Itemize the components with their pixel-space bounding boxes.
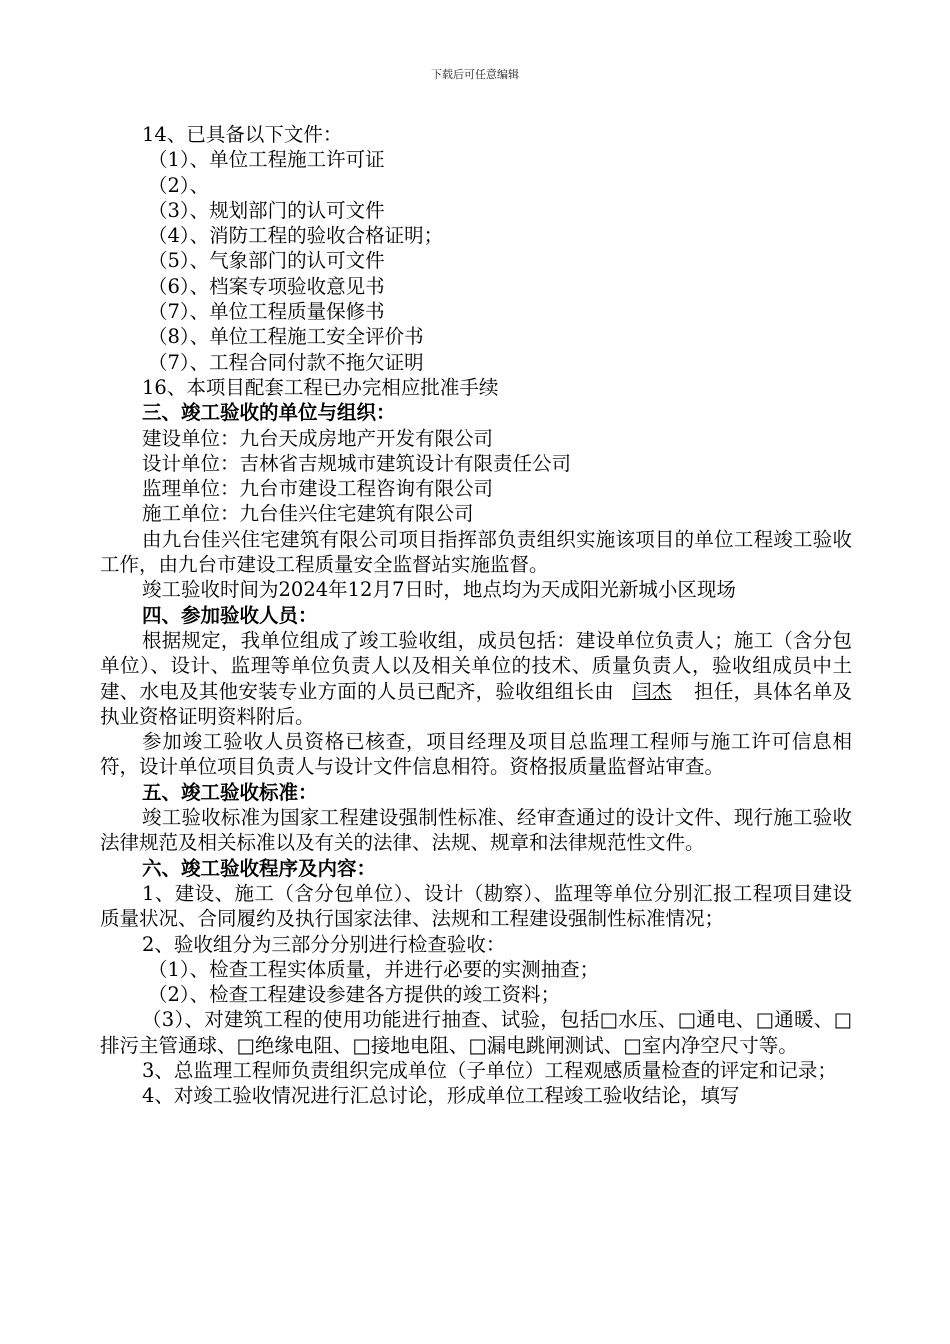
personnel-text-before: 根据规定，我单位组成了竣工验收组，成员包括：建设单位负责人；施工（含分包单位）、设计、监理等单位负责人以及相关单位的技术、质量负责人，验收组成员中土建、水电及其他安装专业方面的人员已配齐，验收组组长由 <box>100 628 852 703</box>
qualification-paragraph: 参加竣工验收人员资格已核查，项目经理及项目总监理工程师与施工许可信息相符，设计单位项目负责人与设计文件信息相符。资格报质量监督站审查。 <box>100 730 852 779</box>
section-heading-procedure: 六、竣工验收程序及内容： <box>142 856 377 880</box>
document-body <box>100 122 852 1109</box>
procedure-step-1: 1、建设、施工（含分包单位）、设计（勘察）、监理等单位分别汇报工程项目建设质量状况、合同履约及执行国家法律、法规和工程建设强制性标准情况； <box>100 881 852 931</box>
page-header-note: 下载后可任意编辑 <box>431 68 519 81</box>
procedure-step-4: 4、对竣工验收情况进行汇总讨论，形成单位工程竣工验收结论，填写 <box>142 1084 740 1108</box>
procedure-step-3: 3、总监理工程师负责组织完成单位（子单位）工程观感质量检查的评定和记录； <box>142 1058 837 1082</box>
approval-statement: 16、本项目配套工程已办完相应批准手续 <box>142 375 499 399</box>
section-heading-standard: 五、竣工验收标准： <box>142 780 318 804</box>
doc-item: （7）、单位工程质量保修书 <box>148 300 385 324</box>
unit-line: 监理单位：九台市建设工程咨询有限公司 <box>142 477 494 501</box>
acceptance-time: 竣工验收时间为2024年12月7日时，地点均为天成阳光新城小区现场 <box>142 578 736 602</box>
doc-item: （1）、单位工程施工许可证 <box>148 148 385 172</box>
procedure-substep-3: （3）、对建筑工程的使用功能进行抽查、试验，包括□水压、□通电、□通暖、□排污主管通球、□绝缘电阻、□接地电阻、□漏电跳闸测试、□室内净空尺寸等。 <box>100 1008 852 1057</box>
section-heading-units: 三、竣工验收的单位与组织： <box>142 401 396 425</box>
doc-item: （6）、档案专项验收意见书 <box>148 274 385 298</box>
unit-line: 设计单位：吉林省吉规城市建筑设计有限责任公司 <box>142 451 572 475</box>
doc-item: （2）、 <box>148 173 210 197</box>
section-heading-personnel: 四、参加验收人员： <box>142 603 318 627</box>
doc-item: （3）、规划部门的认可文件 <box>148 198 385 222</box>
doc-item: （5）、气象部门的认可文件 <box>148 249 385 273</box>
personnel-text-after: 担任，具体名单及执业资格证明资料附后。 <box>100 679 852 728</box>
personnel-paragraph <box>100 628 852 729</box>
procedure-substep: （2）、检查工程建设参建各方提供的竣工资料； <box>148 983 561 1007</box>
organization-paragraph: 由九台佳兴住宅建筑有限公司项目指挥部负责组织实施该项目的单位工程竣工验收工作，由九台市建设工程质量安全监督站实施监督。 <box>100 527 852 577</box>
doc-item: （7）、工程合同付款不拖欠证明 <box>148 350 424 374</box>
standard-paragraph: 竣工验收标准为国家工程建设强制性标准、经审查通过的设计文件、现行施工验收法律规范及相关标准以及有关的法律、法规、规章和法律规范性文件。 <box>100 806 852 855</box>
docs-title: 14、已具备以下文件： <box>142 123 343 146</box>
group-leader-name: 闫杰 <box>632 679 672 703</box>
unit-line: 建设单位：九台天成房地产开发有限公司 <box>142 426 494 450</box>
doc-item: （4）、消防工程的验收合格证明； <box>148 224 444 248</box>
doc-item: （8）、单位工程施工安全评价书 <box>148 325 424 349</box>
procedure-substep: （1）、检查工程实体质量，并进行必要的实测抽查； <box>148 957 600 981</box>
procedure-step-2: 2、验收组分为三部分分别进行检查验收： <box>142 932 506 956</box>
unit-line: 施工单位：九台佳兴住宅建筑有限公司 <box>142 502 474 526</box>
